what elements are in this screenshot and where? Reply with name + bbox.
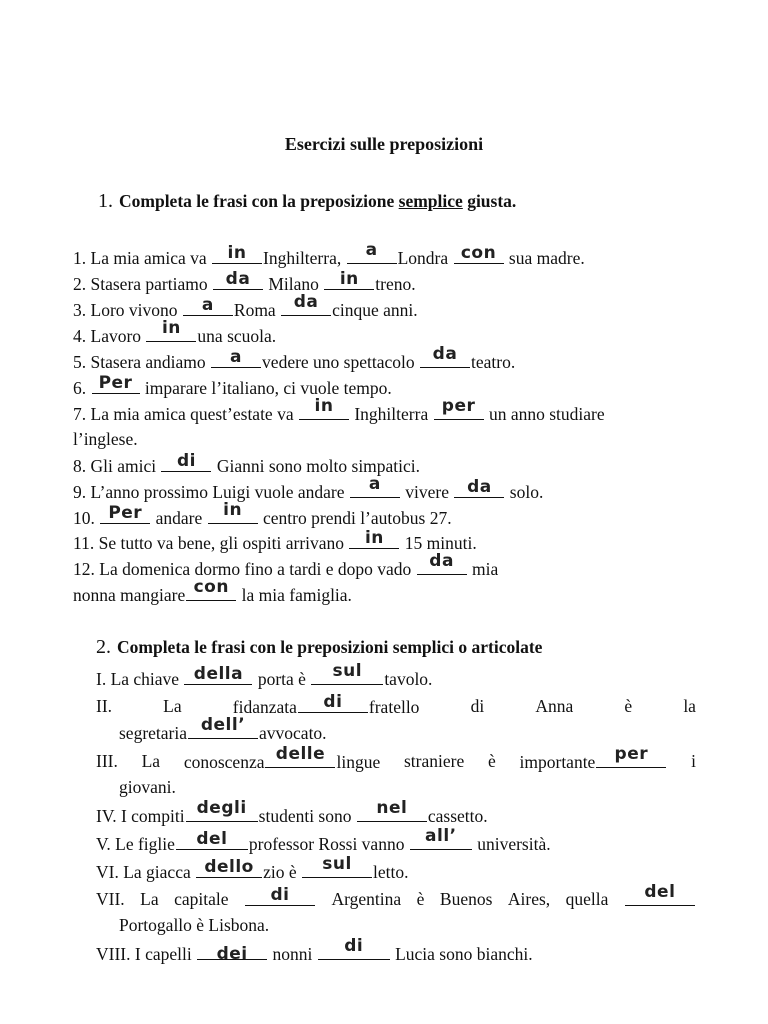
sentence-2: 2. Stasera partiamo da Milano in treno. bbox=[73, 269, 416, 294]
sentence-3: 3. Loro vivono a Roma da cinque anni. bbox=[73, 292, 418, 320]
sentence-1: 1. La mia amica va in Inghilterra, a Londra con sua madre. bbox=[73, 240, 585, 268]
answer-blank: da bbox=[213, 272, 263, 290]
answer-blank: con bbox=[186, 583, 236, 601]
sentence-7-continued: l’inglese. bbox=[73, 429, 138, 449]
answer-blank: della bbox=[184, 667, 252, 685]
sentence-7: 7. La mia amica quest’estate va in Inghilterra per un anno studiare bbox=[73, 396, 605, 424]
page-title: Esercizi sulle preposizioni bbox=[284, 134, 484, 154]
sentence-9: 9. L’anno prossimo Luigi vuole andare a vivere da solo. bbox=[73, 474, 544, 502]
sentence-IV: IV. I compiti degli studenti sono nel cassetto. bbox=[96, 798, 488, 826]
answer-blank: sul bbox=[302, 860, 372, 878]
sentence-VIII: VIII. I capelli dei nonni di Lucia sono bianchi. bbox=[96, 936, 533, 964]
answer-blank: per bbox=[596, 750, 666, 768]
answer-blank: a bbox=[211, 350, 261, 368]
sentence-VI: VI. La giacca dello zio è sul letto. bbox=[96, 854, 409, 882]
answer-blank: a bbox=[183, 298, 233, 316]
answer-blank: all’ bbox=[410, 832, 472, 850]
sentence-11: 11. Se tutto va bene, gli ospiti arrivano in 15 minuti. bbox=[73, 528, 477, 553]
answer-blank: in bbox=[299, 402, 349, 420]
answer-blank: in bbox=[208, 506, 258, 524]
answer-blank: del bbox=[625, 888, 695, 906]
exercise-2-heading: 2. Completa le frasi con le preposizioni semplici o articolate bbox=[96, 636, 543, 658]
sentence-III: III. La conoscenza delle lingue straniere è importante per i bbox=[96, 744, 696, 772]
answer-blank: Per bbox=[92, 376, 140, 394]
sentence-II: II. La fidanzata di fratello di Anna è la bbox=[96, 692, 696, 717]
sentence-12: 12. La domenica dormo fino a tardi e dopo vado da mia bbox=[73, 551, 499, 579]
sentence-8: 8. Gli amici di Gianni sono molto simpatici. bbox=[73, 451, 421, 476]
answer-blank: in bbox=[146, 324, 196, 342]
exercise-1-heading: 1. Completa le frasi con la preposizione semplice giusta. bbox=[98, 190, 517, 212]
answer-blank: di bbox=[245, 888, 315, 906]
answer-blank: nel bbox=[357, 804, 427, 822]
answer-blank: in bbox=[324, 272, 374, 290]
answer-blank: da bbox=[417, 557, 467, 575]
answer-blank: sul bbox=[311, 667, 383, 685]
answer-blank: da bbox=[281, 298, 331, 316]
answer-blank: da bbox=[420, 350, 470, 368]
answer-blank: da bbox=[454, 480, 504, 498]
sentence-5: 5. Stasera andiamo a vedere uno spettacolo da teatro. bbox=[73, 344, 516, 372]
answer-blank: dello bbox=[196, 860, 262, 878]
sentence-I: I. La chiave della porta è sul tavolo. bbox=[96, 661, 433, 689]
answer-blank: con bbox=[454, 246, 504, 264]
answer-blank: Per bbox=[100, 506, 150, 524]
sentence-12-continued: nonna mangiare con la mia famiglia. bbox=[73, 577, 352, 605]
sentence-III-continued: giovani. bbox=[119, 777, 176, 797]
answer-blank: in bbox=[349, 531, 399, 549]
answer-blank: del bbox=[176, 832, 248, 850]
answer-blank: di bbox=[161, 454, 211, 472]
sentence-II-continued: segretaria dell’ avvocato. bbox=[119, 715, 327, 743]
answer-blank: di bbox=[298, 695, 368, 713]
sentence-10: 10. Per andare in centro prendi l’autobus 27. bbox=[73, 500, 452, 528]
sentence-VII: VII. La capitale di Argentina è Buenos Aires, quella del bbox=[96, 888, 696, 910]
answer-blank: delle bbox=[265, 750, 335, 768]
underlined-word: semplice bbox=[398, 191, 463, 211]
answer-blank: dei bbox=[197, 942, 267, 960]
sentence-6: 6. Per imparare l’italiano, ci vuole tempo. bbox=[73, 373, 392, 398]
answer-blank: a bbox=[347, 246, 397, 264]
answer-blank: degli bbox=[186, 804, 258, 822]
answer-blank: dell’ bbox=[188, 721, 258, 739]
sentence-VII-continued: Portogallo è Lisbona. bbox=[119, 915, 270, 935]
answer-blank: per bbox=[434, 402, 484, 420]
answer-blank: di bbox=[318, 942, 390, 960]
sentence-4: 4. Lavoro in una scuola. bbox=[73, 318, 277, 346]
answer-blank: in bbox=[212, 246, 262, 264]
answer-blank: a bbox=[350, 480, 400, 498]
sentence-V: V. Le figlie del professor Rossi vanno all’ università. bbox=[96, 826, 551, 854]
